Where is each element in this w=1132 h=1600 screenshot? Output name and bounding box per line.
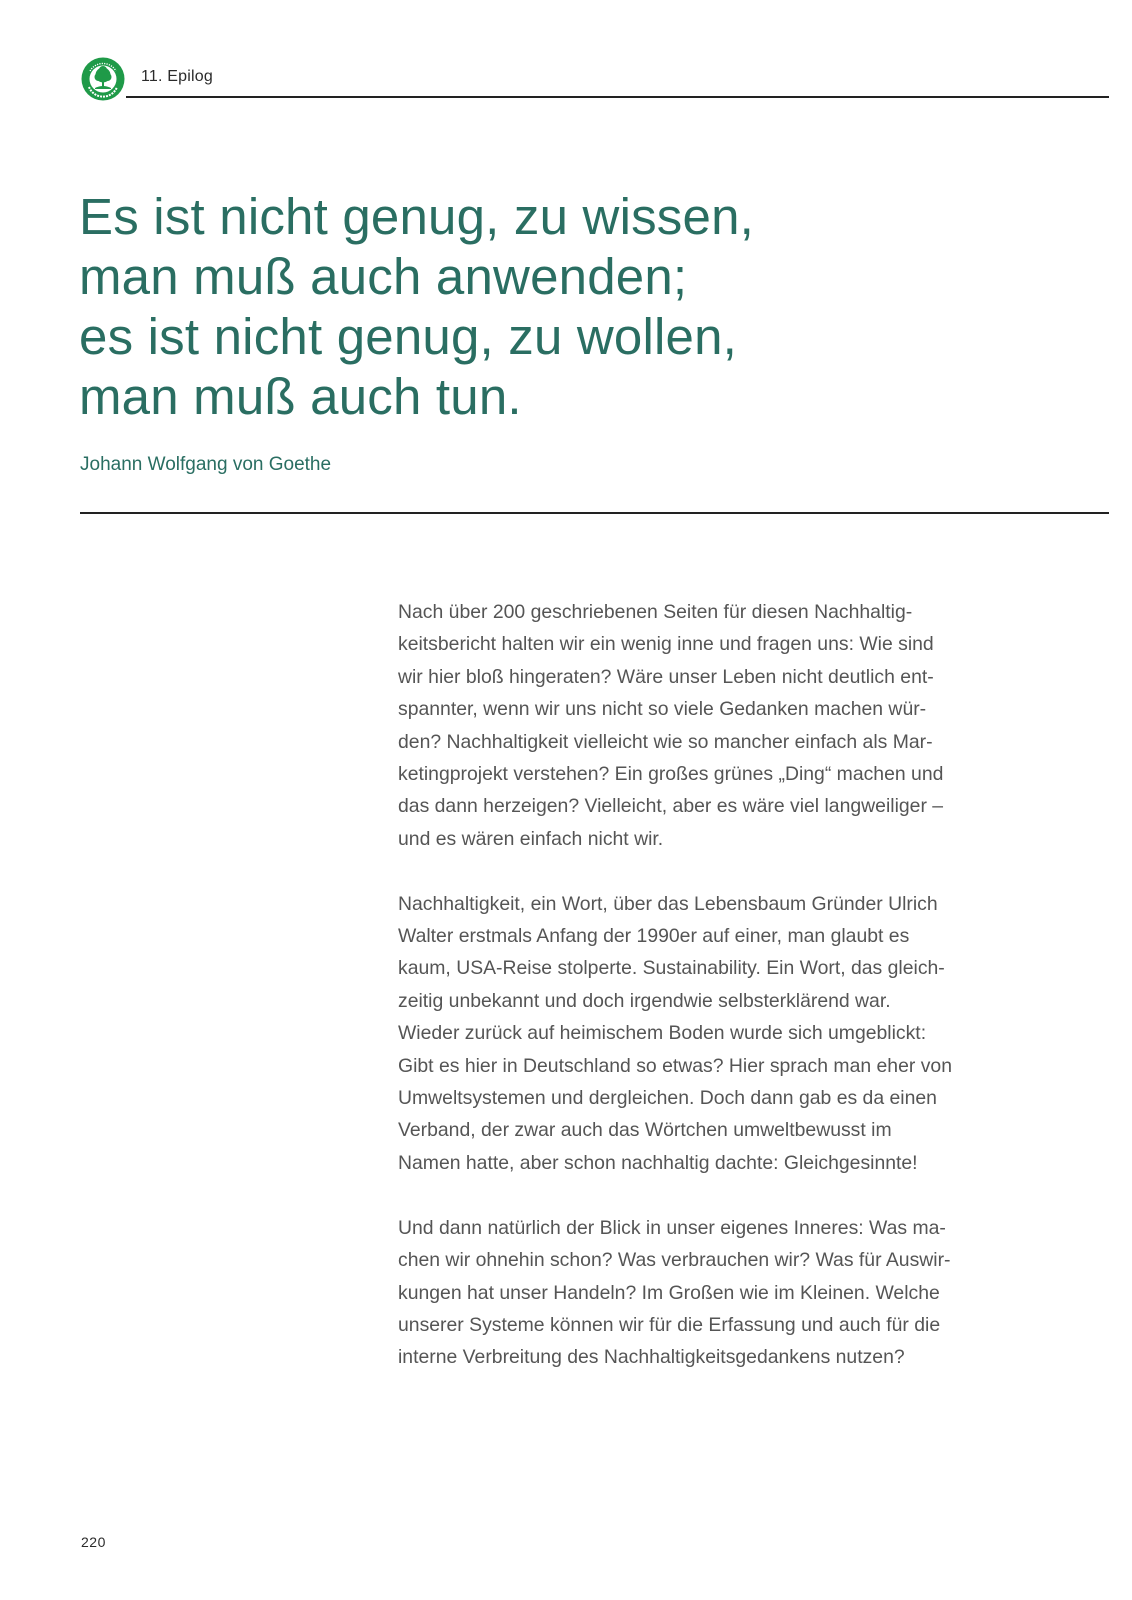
quote-author: Johann Wolfgang von Goethe <box>80 454 332 475</box>
text-line: Namen hatte, aber schon nachhaltig dachte: Gleichgesinnte! <box>398 1151 918 1174</box>
text-line: chen wir ohnehin schon? Was verbrauchen wir? Was für Auswir- <box>398 1249 951 1272</box>
text-line: den? Nachhaltigkeit vielleicht wie so mancher einfach als Mar- <box>398 730 933 753</box>
text-line: und es wären einfach nicht wir. <box>398 827 664 850</box>
text-line: unserer Systeme können wir für die Erfassung und auch für die <box>398 1313 941 1336</box>
text-line: Wieder zurück auf heimischem Boden wurde sich umgeblickt: <box>398 1022 927 1045</box>
text-line: Verband, der zwar auch das Wörtchen umweltbewusst im <box>398 1119 892 1142</box>
quote-line: Es ist nicht genug, zu wissen, <box>79 188 755 245</box>
quote-divider <box>80 512 1109 514</box>
text-line: zeitig unbekannt und doch irgendwie selbsterklärend war. <box>398 989 891 1012</box>
paragraph <box>398 888 1038 1180</box>
quote-line: man muß auch anwenden; <box>79 248 688 305</box>
text-line: Nach über 200 geschriebenen Seiten für diesen Nachhaltig- <box>398 601 913 623</box>
text-line: Gibt es hier in Deutschland so etwas? Hier sprach man eher von <box>398 1054 952 1077</box>
page-number: 220 <box>81 1534 106 1550</box>
goethe-quote <box>79 187 754 427</box>
lebensbaum-logo <box>81 57 125 101</box>
text-line: wir hier bloß hingeraten? Wäre unser Leben nicht deutlich ent- <box>398 665 934 688</box>
header-divider <box>126 96 1109 98</box>
lebensbaum-tree-logo-icon <box>81 57 125 101</box>
quote-line: es ist nicht genug, zu wollen, <box>79 308 738 365</box>
body-text <box>398 596 1038 1406</box>
text-line: keitsbericht halten wir ein wenig inne und fragen uns: Wie sind <box>398 633 934 656</box>
paragraph <box>398 1212 1038 1374</box>
text-line: Nachhaltigkeit, ein Wort, über das Lebensbaum Gründer Ulrich <box>398 892 938 915</box>
text-line: Und dann natürlich der Blick in unser eigenes Inneres: Was ma- <box>398 1216 946 1239</box>
text-line: kungen hat unser Handeln? Im Großen wie im Kleinen. Welche <box>398 1281 940 1304</box>
text-line: interne Verbreitung des Nachhaltigkeitsgedankens nutzen? <box>398 1346 905 1369</box>
chapter-label: 11. Epilog <box>141 68 213 85</box>
text-line: das dann herzeigen? Vielleicht, aber es wäre viel langweiliger – <box>398 795 944 818</box>
text-line: ketingprojekt verstehen? Ein großes grünes „Ding“ machen und <box>398 763 944 786</box>
paragraph <box>398 596 1038 855</box>
text-line: Walter erstmals Anfang der 1990er auf einer, man glaubt es <box>398 925 910 948</box>
text-line: Umweltsystemen und dergleichen. Doch dann gab es da einen <box>398 1087 937 1110</box>
text-line: kaum, USA-Reise stolperte. Sustainability. Ein Wort, das gleich- <box>398 957 945 980</box>
quote-line: man muß auch tun. <box>79 368 522 425</box>
text-line: spannter, wenn wir uns nicht so viele Gedanken machen wür- <box>398 698 927 721</box>
